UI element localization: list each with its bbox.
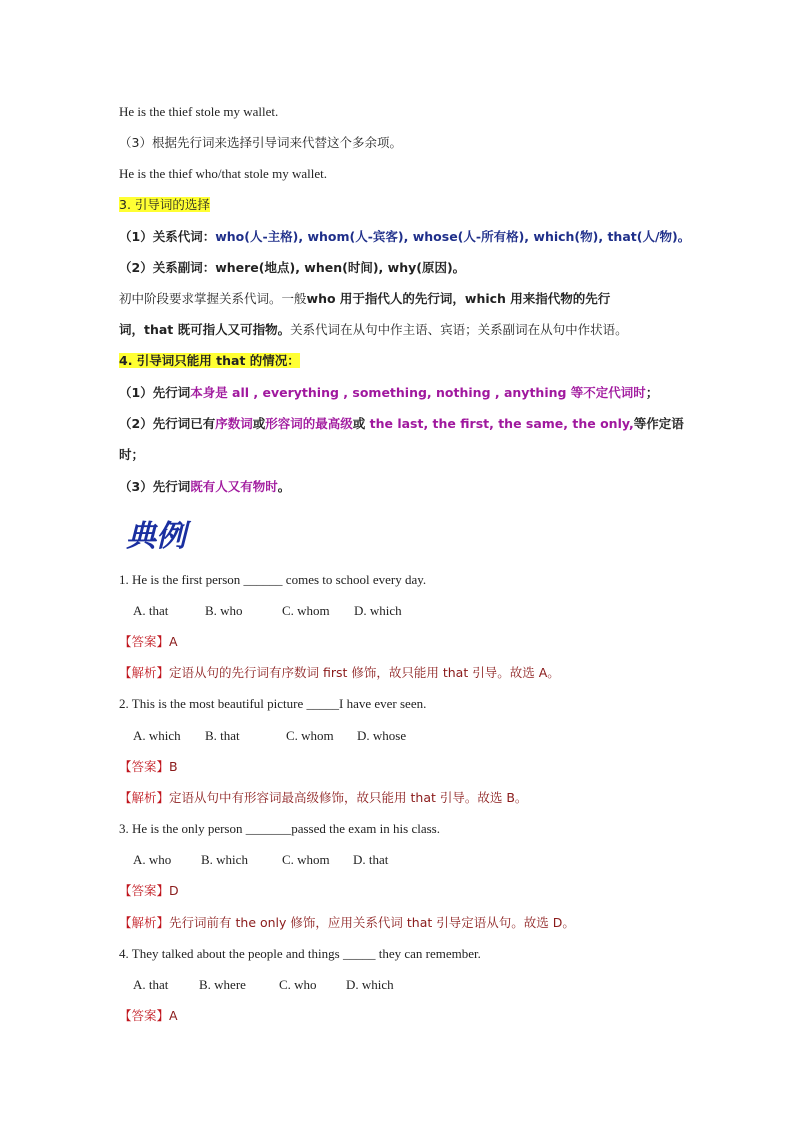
relative-pronouns-label: （1）关系代词：	[119, 229, 216, 244]
q4-option-b: B. where	[199, 977, 246, 992]
case-2-line	[119, 414, 684, 434]
question-4-options	[133, 975, 394, 995]
case-2-attr: 等作定语	[633, 416, 684, 431]
case-2-or-2: 或	[352, 416, 366, 431]
case-2-words: the last, the first, the same, the only,	[365, 416, 634, 431]
explanation-line-1	[119, 289, 610, 309]
relative-adverbs-label: （2）关系副词：	[119, 260, 216, 275]
relative-adverbs-line	[119, 258, 465, 278]
q1-option-c: C. whom	[282, 603, 330, 618]
case-2-ordinal: 序数词	[215, 416, 253, 431]
q3-option-d: D. that	[353, 852, 389, 867]
case-3-line	[119, 477, 290, 497]
case-3-label: （3）先行词	[119, 479, 191, 494]
question-3: 3. He is the only person _______passed the exam in his class.	[119, 821, 440, 836]
example-sentence-correct: He is the thief who/that stole my wallet.	[119, 166, 327, 181]
q1-option-b: B. who	[205, 603, 243, 618]
case-1-label: （1）先行词	[119, 385, 191, 400]
case-2-superlative: 形容词的最高级	[265, 416, 353, 431]
step-3-text: （3）根据先行词来选择引导词来代替这个多余项。	[119, 135, 402, 150]
explanation-line-2	[119, 320, 628, 340]
analysis-2-text: 定语从句中有形容词最高级修饰，故只能用 that 引导。故选 B。	[169, 790, 528, 805]
question-4: 4. They talked about the people and things _____ they can remember.	[119, 946, 481, 961]
case-2-label: （2）先行词已有	[119, 416, 216, 431]
explanation-1a: 初中阶段要求掌握关系代词。一般	[119, 291, 307, 306]
answer-3	[119, 881, 179, 901]
analysis-label: 【解析】	[119, 790, 170, 805]
analysis-1-text: 定语从句的先行词有序数词 first 修饰，故只能用 that 引导。故选 A。	[169, 665, 560, 680]
answer-4	[119, 1006, 178, 1026]
q2-option-d: D. whose	[357, 728, 407, 743]
examples-logo-text: 典例	[126, 519, 186, 554]
answer-3-value: D	[169, 883, 179, 898]
answer-label: 【答案】	[119, 883, 170, 898]
analysis-label: 【解析】	[119, 665, 170, 680]
case-2-or-1: 或	[252, 416, 266, 431]
relative-pronouns-line	[119, 227, 690, 247]
question-2-options	[133, 726, 406, 746]
question-1: 1. He is the first person ______ comes to school every day.	[119, 572, 427, 587]
explanation-2a: 词，that 既可指人又可指物。	[119, 322, 291, 337]
q3-option-b: B. which	[201, 852, 248, 867]
q4-option-c: C. who	[279, 977, 317, 992]
q2-option-b: B. that	[205, 728, 240, 743]
q3-option-c: C. whom	[282, 852, 330, 867]
explanation-2b: 关系代词在从句中作主语、宾语；关系副词在从句中作状语。	[290, 322, 628, 337]
analysis-3-text: 先行词前有 the only 修饰，应用关系代词 that 引导定语从句。故选 D。	[169, 915, 575, 930]
answer-label: 【答案】	[119, 1008, 170, 1023]
section-3-heading	[119, 195, 210, 215]
case-1-line	[119, 383, 658, 403]
analysis-label: 【解析】	[119, 915, 170, 930]
q1-option-a: A. that	[133, 603, 169, 618]
case-1-end: ；	[645, 385, 659, 400]
answer-2	[119, 757, 178, 777]
section-3-heading-text: 3. 引导词的选择	[119, 197, 210, 212]
answer-label: 【答案】	[119, 759, 170, 774]
analysis-3	[119, 913, 575, 933]
answer-1	[119, 632, 178, 652]
answer-4-value: A	[169, 1008, 178, 1023]
question-3-options	[133, 850, 388, 870]
relative-pronouns-text: who(人-主格), whom(人-宾客), whose(人-所有格), which(物), that(人/物)。	[215, 229, 691, 244]
case-2-line-2: 时；	[119, 447, 145, 462]
case-1-text: 本身是 all , everything , something, nothing , anything 等不定代词时	[190, 385, 646, 400]
q1-option-d: D. which	[354, 603, 402, 618]
q2-option-a: A. which	[133, 728, 181, 743]
case-3-end: 。	[277, 479, 291, 494]
explanation-1b: who 用于指代人的先行词，which 用来指代物的先行	[306, 291, 611, 306]
q3-option-a: A. who	[133, 852, 172, 867]
answer-1-value: A	[169, 634, 178, 649]
question-1-options	[133, 601, 402, 621]
analysis-1	[119, 663, 560, 683]
q2-option-c: C. whom	[286, 728, 334, 743]
relative-adverbs-text: where(地点), when(时间), why(原因)。	[215, 260, 466, 275]
analysis-2	[119, 788, 527, 808]
answer-label: 【答案】	[119, 634, 170, 649]
q4-option-a: A. that	[133, 977, 169, 992]
question-2: 2. This is the most beautiful picture _____I have ever seen.	[119, 696, 427, 711]
section-4-heading-text: 4. 引导词只能用 that 的情况：	[119, 353, 300, 368]
section-4-heading	[119, 351, 300, 371]
examples-logo	[124, 514, 200, 554]
case-3-text: 既有人又有物时	[190, 479, 278, 494]
answer-2-value: B	[169, 759, 178, 774]
example-sentence-wrong: He is the thief stole my wallet.	[119, 104, 279, 119]
q4-option-d: D. which	[346, 977, 394, 992]
